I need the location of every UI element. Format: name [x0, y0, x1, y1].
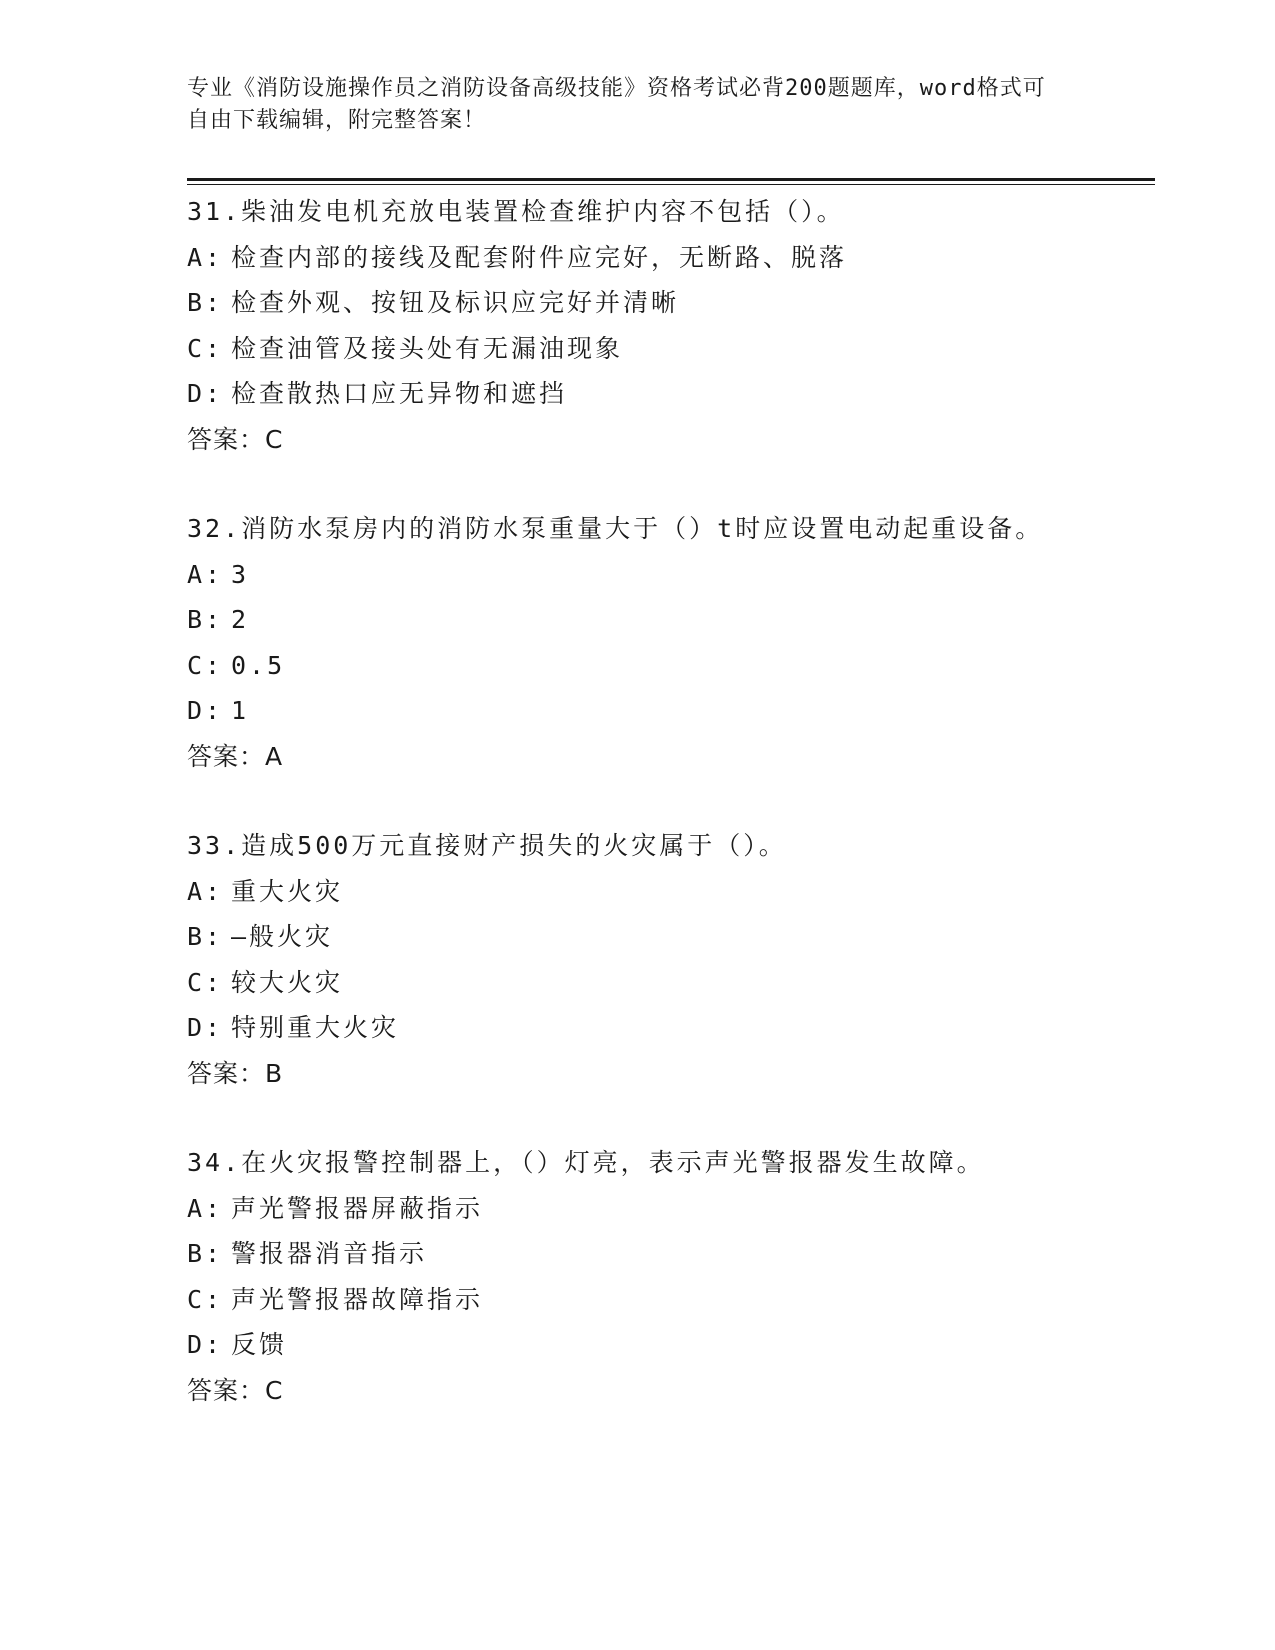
document-header: 专业《消防设施操作员之消防设备高级技能》资格考试必背200题题库，word格式可自由下载编辑，附完整答案！ [187, 76, 1046, 133]
question-stem: 31.柴油发电机充放电装置检查维护内容不包括（）。 [187, 197, 845, 226]
option-c [187, 326, 1155, 372]
question-34 [187, 1140, 1155, 1413]
option-key: A: [187, 242, 224, 272]
option-b [187, 914, 1155, 960]
option-text: 警报器消音指示 [231, 1239, 428, 1268]
option-a [187, 235, 1155, 281]
option-a [187, 552, 1155, 598]
option-key: B: [187, 288, 224, 317]
option-key: C: [187, 333, 224, 363]
option-a [187, 869, 1155, 915]
option-key: C: [187, 650, 224, 680]
option-text: 较大火灾 [231, 967, 344, 997]
header-divider-thin [187, 184, 1155, 185]
answer-line: 答案：B [187, 1058, 284, 1088]
option-text: 检查外观、按钮及标识应完好并清晰 [231, 288, 680, 317]
option-c [187, 960, 1155, 1006]
option-key: D: [187, 379, 224, 408]
answer-line: 答案：A [187, 741, 284, 771]
question-list [187, 189, 1155, 1457]
question-stem: 34.在火灾报警控制器上，（）灯亮，表示声光警报器发生故障。 [187, 1148, 985, 1177]
option-d [187, 1322, 1155, 1368]
question-33 [187, 823, 1155, 1096]
option-text: 检查散热口应无异物和遮挡 [231, 379, 568, 408]
option-text: 3 [231, 559, 250, 589]
option-key: B: [187, 922, 224, 951]
option-text: 检查油管及接头处有无漏油现象 [231, 333, 624, 363]
option-d [187, 688, 1155, 734]
option-c [187, 643, 1155, 689]
option-a [187, 1186, 1155, 1232]
option-key: D: [187, 1013, 224, 1042]
question-stem: 32.消防水泵房内的消防水泵重量大于（）t时应设置电动起重设备。 [187, 514, 1044, 543]
question-stem: 33.造成500万元直接财产损失的火灾属于（）。 [187, 831, 787, 860]
option-key: D: [187, 696, 224, 725]
option-key: C: [187, 1284, 224, 1314]
question-31 [187, 189, 1155, 462]
option-text: 特别重大火灾 [231, 1013, 400, 1042]
answer-line: 答案：C [187, 424, 284, 454]
option-key: A: [187, 1193, 224, 1223]
option-d [187, 371, 1155, 417]
option-text: 声光警报器屏蔽指示 [231, 1193, 484, 1223]
option-d [187, 1005, 1155, 1051]
header-divider-thick [187, 178, 1155, 181]
option-text: —般火灾 [231, 922, 334, 951]
option-text: 声光警报器故障指示 [231, 1284, 484, 1314]
answer-line: 答案：C [187, 1375, 284, 1405]
option-key: A: [187, 559, 224, 589]
option-key: B: [187, 605, 224, 634]
option-text: 1 [231, 696, 250, 725]
option-text: 检查内部的接线及配套附件应完好，无断路、脱落 [231, 242, 848, 272]
option-key: A: [187, 876, 224, 906]
option-key: D: [187, 1330, 224, 1359]
question-32 [187, 506, 1155, 779]
option-text: 2 [231, 605, 250, 634]
option-text: 重大火灾 [231, 876, 344, 906]
option-text: 0.5 [231, 650, 286, 680]
option-text: 反馈 [231, 1330, 288, 1359]
option-b [187, 1231, 1155, 1277]
option-b [187, 597, 1155, 643]
option-key: C: [187, 967, 224, 997]
option-c [187, 1277, 1155, 1323]
option-b [187, 280, 1155, 326]
option-key: B: [187, 1239, 224, 1268]
